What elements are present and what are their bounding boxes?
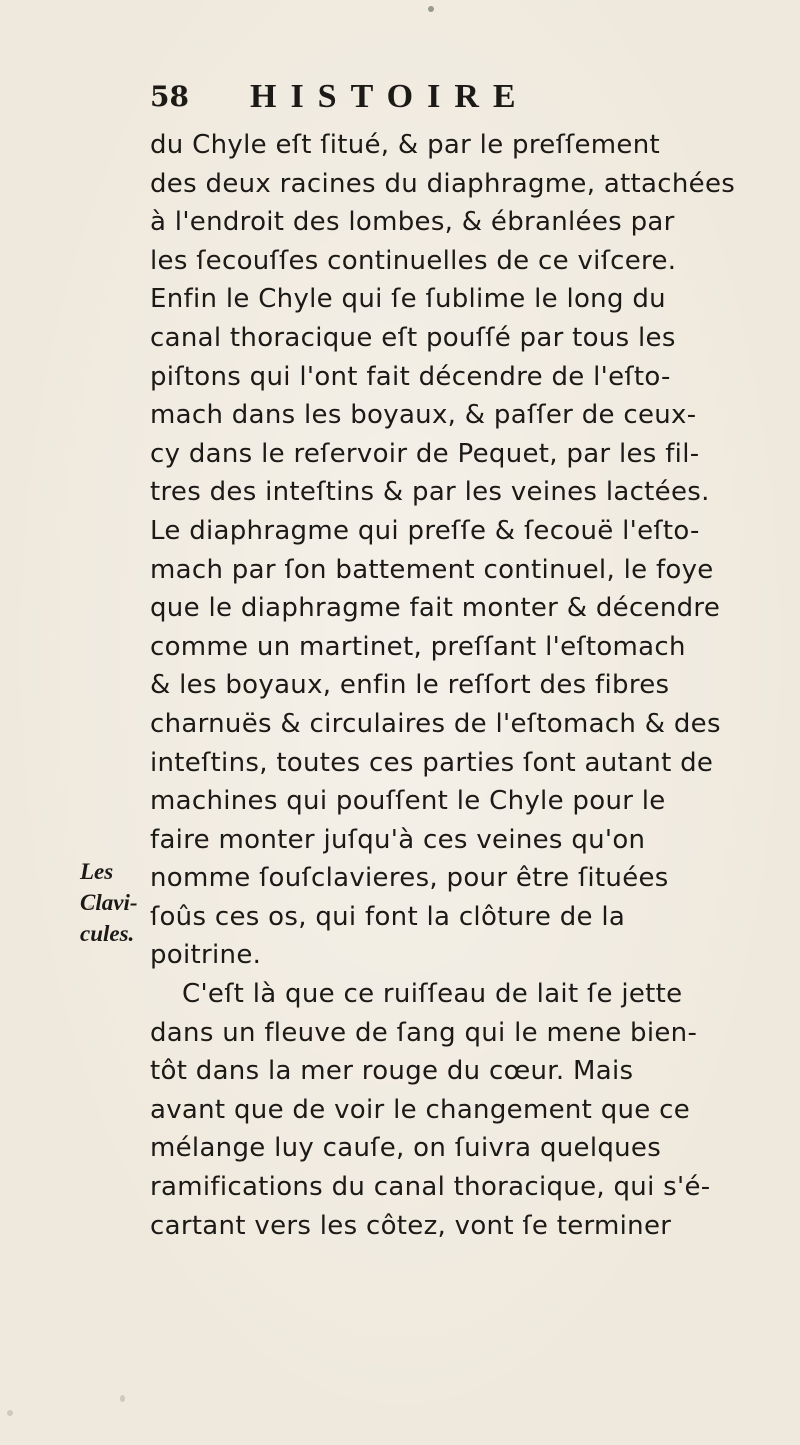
text-line: cy dans le reſervoir de Pequet, par les fil- [150, 438, 700, 469]
text-line: du Chyle eſt ſitué, & par le preſſement [150, 130, 660, 160]
text-line: dans un fleuve de ſang qui le mene bien- [150, 1017, 698, 1048]
text-line: tôt dans la mer rouge du cœur. Mais [150, 1056, 634, 1087]
text-line: faire monter juſqu'à ces veines qu'on [150, 824, 646, 855]
text-line: ſoûs ces os, qui font la clôture de la [150, 901, 626, 932]
text-line: canal thoracique eſt pouſſé par tous les [150, 322, 676, 353]
margin-note [80, 856, 146, 949]
margin-note-line: Les [80, 859, 114, 884]
margin-note-line: cules. [80, 921, 135, 946]
text-line: des deux racines du diaphragme, attachées [150, 168, 736, 199]
text-line: à l'endroit des lombes, & ébranlées par [150, 207, 675, 238]
text-line: charnuës & circulaires de l'eſtomach & des [150, 708, 721, 739]
text-line: Enfin le Chyle qui ſe ſublime le long du [150, 284, 666, 315]
running-title: HISTOIRE [250, 78, 530, 115]
text-line: C'eſt là que ce ruiſſeau de lait ſe jette [182, 979, 683, 1010]
text-line: nomme ſouſclavieres, pour être ſituées [150, 863, 669, 894]
text-line: comme un martinet, preſſant l'eſtomach [150, 631, 686, 662]
text-line: les ſecouſſes continuelles de ce viſcere. [150, 245, 677, 276]
text-line: mach par ſon battement continuel, le foye [150, 554, 714, 585]
paper-speck [88, 905, 93, 910]
page-header [150, 78, 670, 118]
text-line: mach dans les boyaux, & paſſer de ceux- [150, 400, 697, 431]
text-line: mélange luy cauſe, on ſuivra quelques [150, 1133, 662, 1164]
margin-note-line: Clavi- [80, 890, 138, 915]
text-line: cartant vers les côtez, vont ſe terminer [150, 1210, 672, 1241]
text-line: que le diaphragme fait monter & décendre [150, 593, 721, 624]
paper-speck [120, 1395, 125, 1402]
text-line: ramifications du canal thoracique, qui s'é- [150, 1172, 711, 1203]
text-line: tres des inteſtins & par les veines lactées. [150, 477, 710, 508]
paper-speck [428, 6, 434, 12]
text-line: avant que de voir le changement que ce [150, 1094, 691, 1125]
text-line: poitrine. [150, 940, 262, 971]
text-line: & les boyaux, enfin le reſſort des fibres [150, 670, 670, 701]
body-text [150, 126, 800, 1245]
text-line: piſtons qui l'ont fait décendre de l'eſto- [150, 361, 671, 392]
page-number: 58 [150, 80, 189, 113]
text-line: Le diaphragme qui preſſe & ſecouë l'eſto- [150, 515, 700, 546]
text-line: inteſtins, toutes ces parties ſont autant de [150, 747, 714, 778]
text-line: machines qui pouſſent le Chyle pour le [150, 786, 666, 817]
paper-speck [7, 1410, 13, 1416]
